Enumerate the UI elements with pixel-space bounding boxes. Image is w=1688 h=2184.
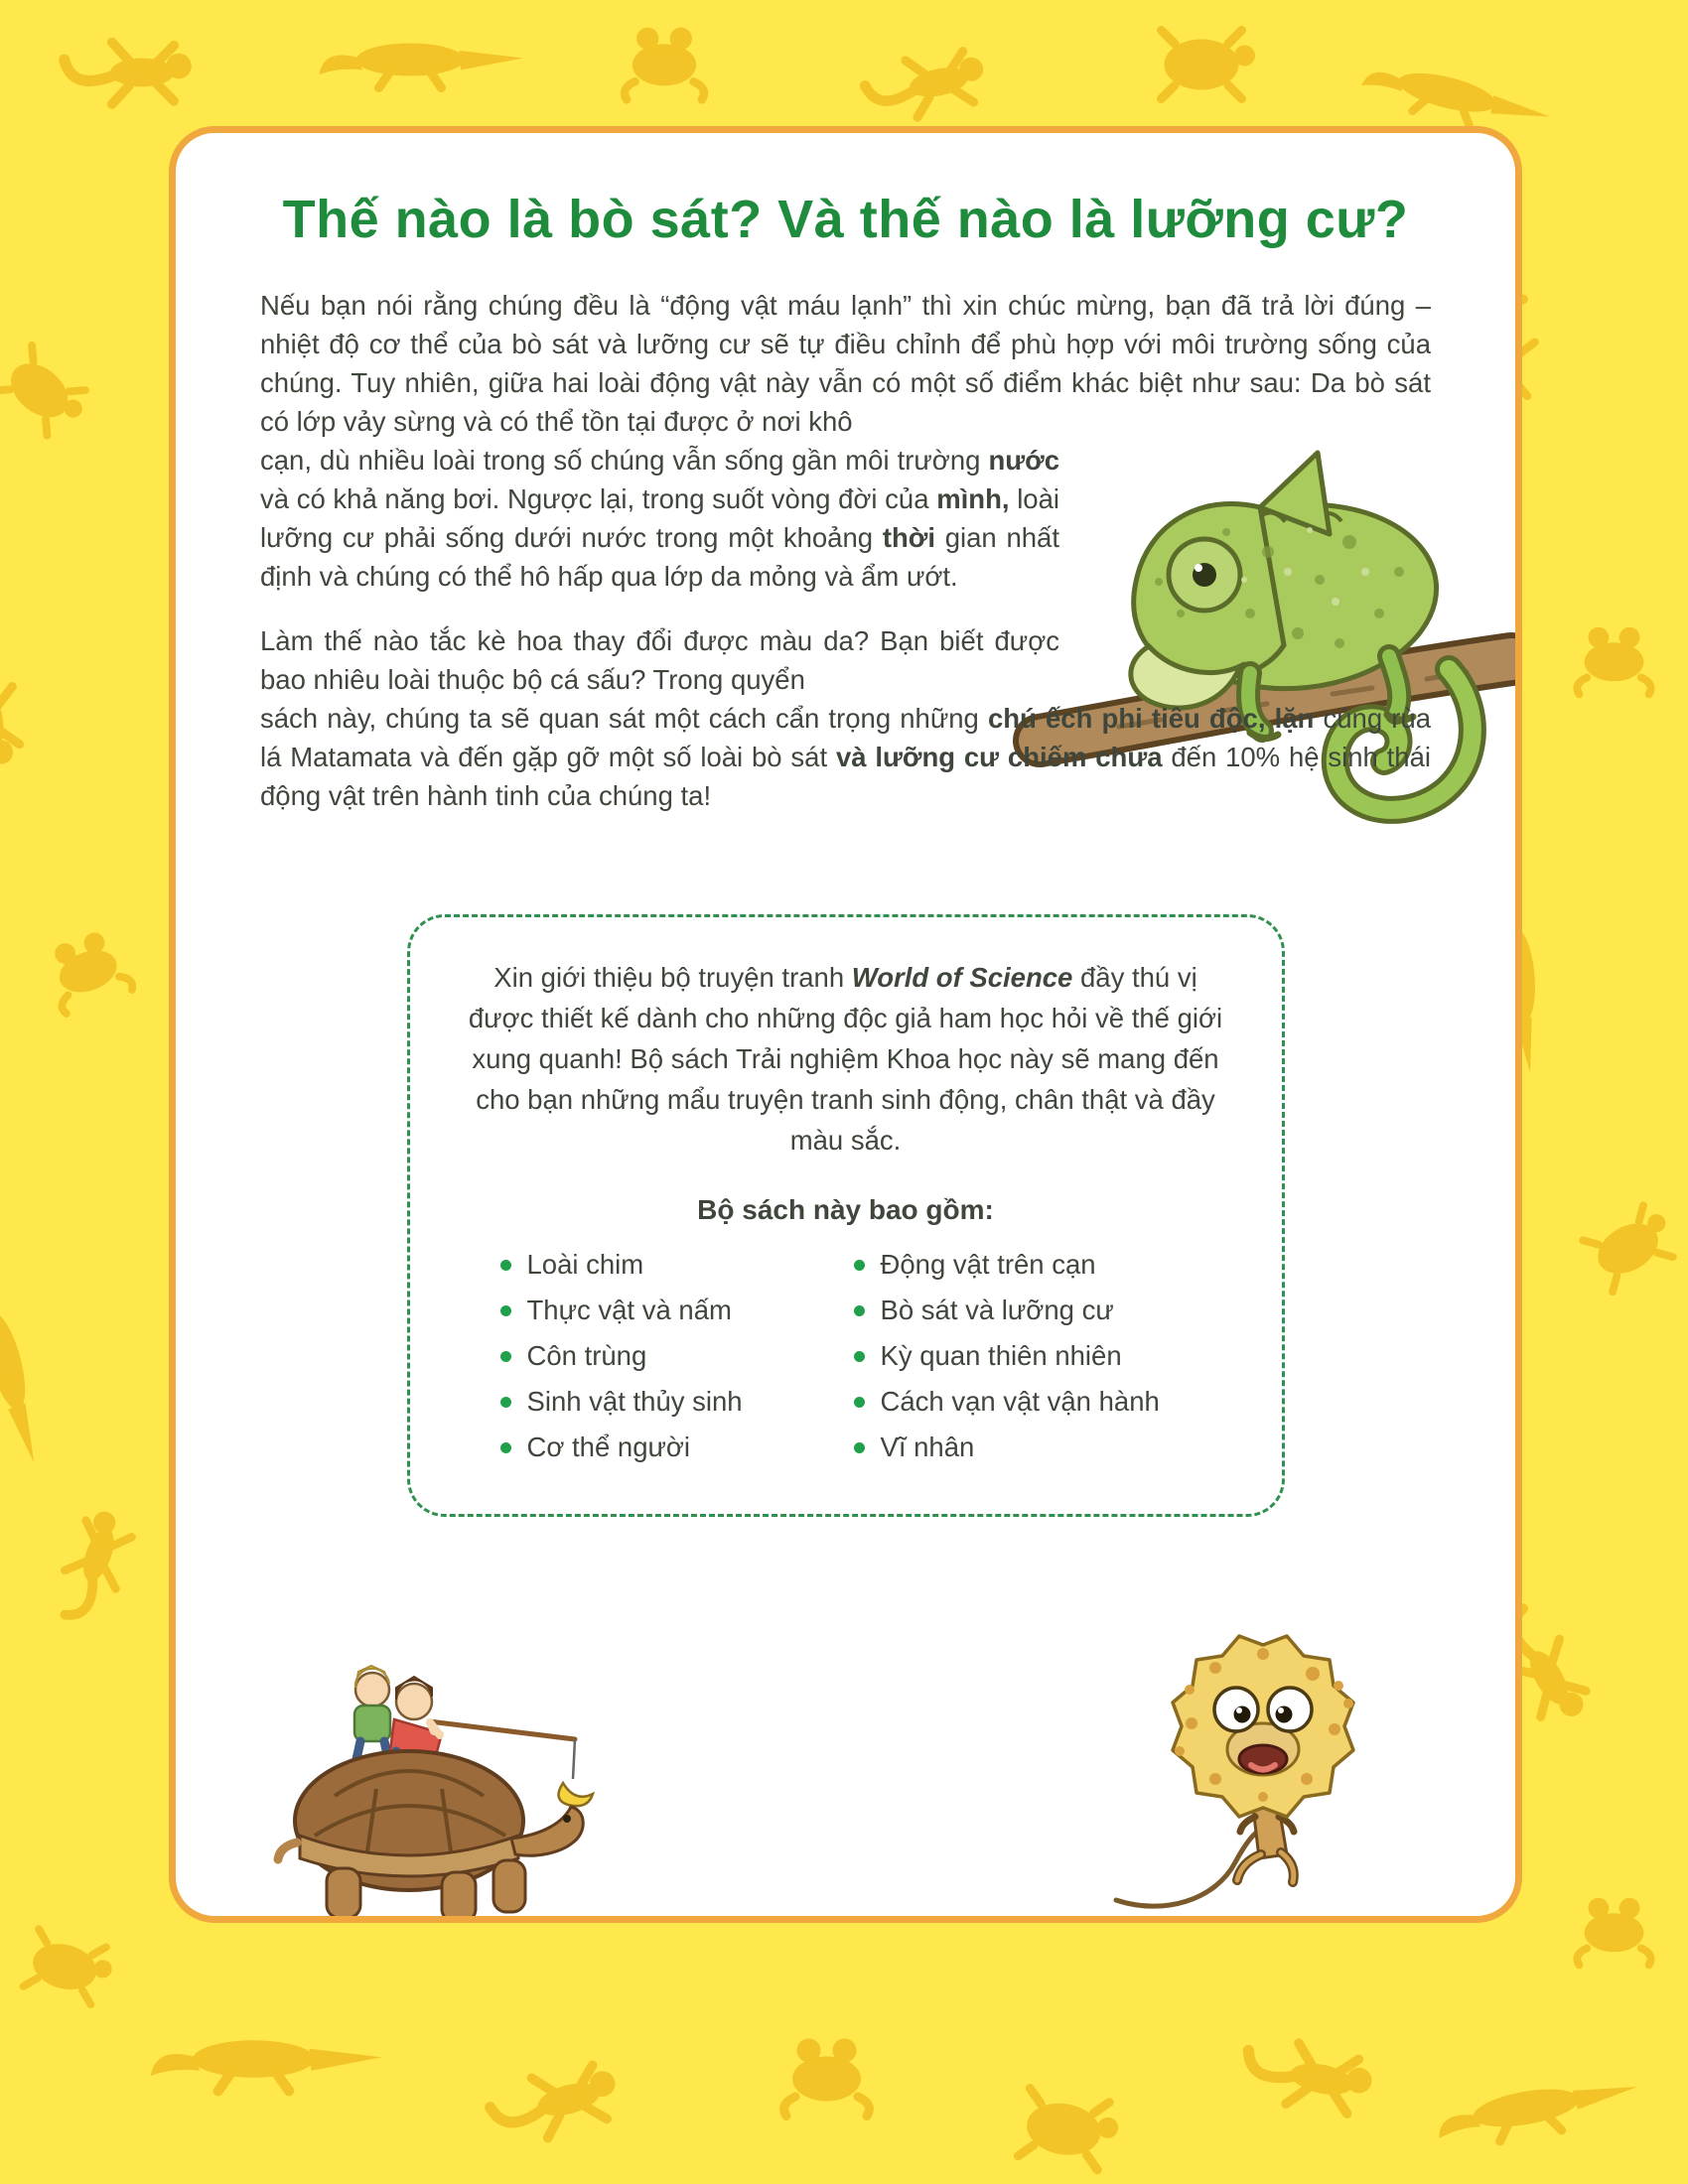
list-item-label: Vĩ nhân [880,1432,975,1462]
page-card [169,126,1522,1923]
frilled-lizard-illustration [1104,1612,1442,1923]
list-item [500,1379,798,1425]
list-item [500,1333,798,1379]
list-item-label: Động vật trên cạn [880,1249,1096,1280]
list-item [854,1379,1192,1425]
paragraph-segment: gian nhất định và chúng có thể hô hấp qua lớp da mỏng và ẩm ướt. [260,522,1059,592]
list-item [500,1242,798,1288]
bullet-icon [854,1305,865,1316]
list-item-label: Kỳ quan thiên nhiên [880,1340,1122,1371]
paragraph-segment: sách này, chúng ta sẽ quan sát một cách cẩn trọng những [260,703,988,734]
paragraph-segment: Làm thế nào tắc kè hoa thay đổi được màu da? Bạn biết được bao nhiêu loài thuộc bộ cá sấu? Trong quyển [260,625,1059,695]
series-name: World of Science [851,962,1073,993]
paragraph-segment: chú ếch phi tiêu độc, lặn [987,703,1315,734]
paragraph-segment: Nếu bạn nói rằng chúng đều là “động vật máu lạnh” thì xin chúc mừng, bạn đã trả lời đúng – nhiệt độ cơ thể của bò sát và lưỡng cư sẽ tự điều chỉnh để phù hợp với môi trường sống của chúng. Tuy nhiên, giữa hai loài động vật này vẫn có một số điểm khác biệt như sau: Da bò sát có lớp vảy sừng và có thể tồn tại được ở nơi khô [260,290,1431,437]
bullet-icon [854,1397,865,1408]
frilled-lizard-icon [1104,1612,1442,1920]
wrapped-text-column [260,441,1059,699]
text-and-chameleon-row [260,441,1431,699]
tortoise-kids-illustration [245,1622,672,1923]
list-item-label: Cách vạn vật vận hành [880,1386,1160,1417]
list-item [854,1425,1192,1470]
tortoise-kids-icon [245,1622,672,1923]
list-item-label: Loài chim [526,1249,644,1280]
list-item-label: Sinh vật thủy sinh [526,1386,743,1417]
page-title: Thế nào là bò sát? Và thế nào là lưỡng cư? [282,190,1409,249]
intro-segment: Xin giới thiệu bộ truyện tranh [493,962,852,993]
paragraph-segment: cùng rùa lá Matamata và đến gặp gỡ một số loài bò sát [260,703,1431,772]
bullet-icon [500,1260,511,1271]
list-item [500,1288,798,1333]
paragraph-segment: và lưỡng cư chiếm chưa [835,742,1163,772]
series-list-title: Bộ sách này bao gồm: [697,1194,994,1225]
paragraph-segment: cạn, dù nhiều loài trong số chúng vẫn sống gần môi trường [260,445,989,476]
bullet-icon [854,1260,865,1271]
list-item-label: Bò sát và lưỡng cư [880,1295,1114,1325]
paragraph-2 [260,621,1059,699]
list-item [854,1333,1192,1379]
paragraph-segment: thời [882,522,935,553]
list-item [854,1288,1192,1333]
list-item-label: Côn trùng [526,1340,647,1371]
bullet-icon [500,1442,511,1453]
series-intro-text [462,957,1230,1160]
chameleon-icon [1000,413,1516,889]
series-list-left [500,1242,798,1470]
series-intro-box [407,914,1285,1517]
series-list-columns [462,1242,1230,1470]
bullet-icon [854,1351,865,1362]
list-item-label: Cơ thể người [526,1432,691,1462]
list-item [500,1425,798,1470]
bullet-icon [500,1305,511,1316]
bullet-icon [500,1351,511,1362]
paragraph-segment: mình, [936,483,1010,514]
series-list-right [854,1242,1192,1470]
chameleon-illustration [1059,441,1431,699]
paragraph-segment: nước [988,445,1059,476]
bullet-icon [854,1442,865,1453]
paragraph-segment: loài lưỡng cư phải sống dưới nước trong một khoảng [260,483,1059,553]
list-item-label: Thực vật và nấm [526,1295,732,1325]
paragraph-2-continued [260,699,1431,815]
paragraph-segment: và có khả năng bơi. Ngược lại, trong suốt vòng đời của [260,483,937,514]
paragraph-1-continued [260,441,1059,596]
bullet-icon [500,1397,511,1408]
paragraph-segment: đến 10% hệ sinh thái động vật trên hành tinh của chúng ta! [260,742,1432,811]
intro-segment: đầy thú vị được thiết kế dành cho những độc giả ham học hỏi về thế giới xung quanh! Bộ sách Trải nghiệm Khoa học này sẽ mang đến cho bạn những mẩu truyện tranh sinh động, chân thật và đầy màu sắc. [468,962,1223,1156]
list-item [854,1242,1192,1288]
